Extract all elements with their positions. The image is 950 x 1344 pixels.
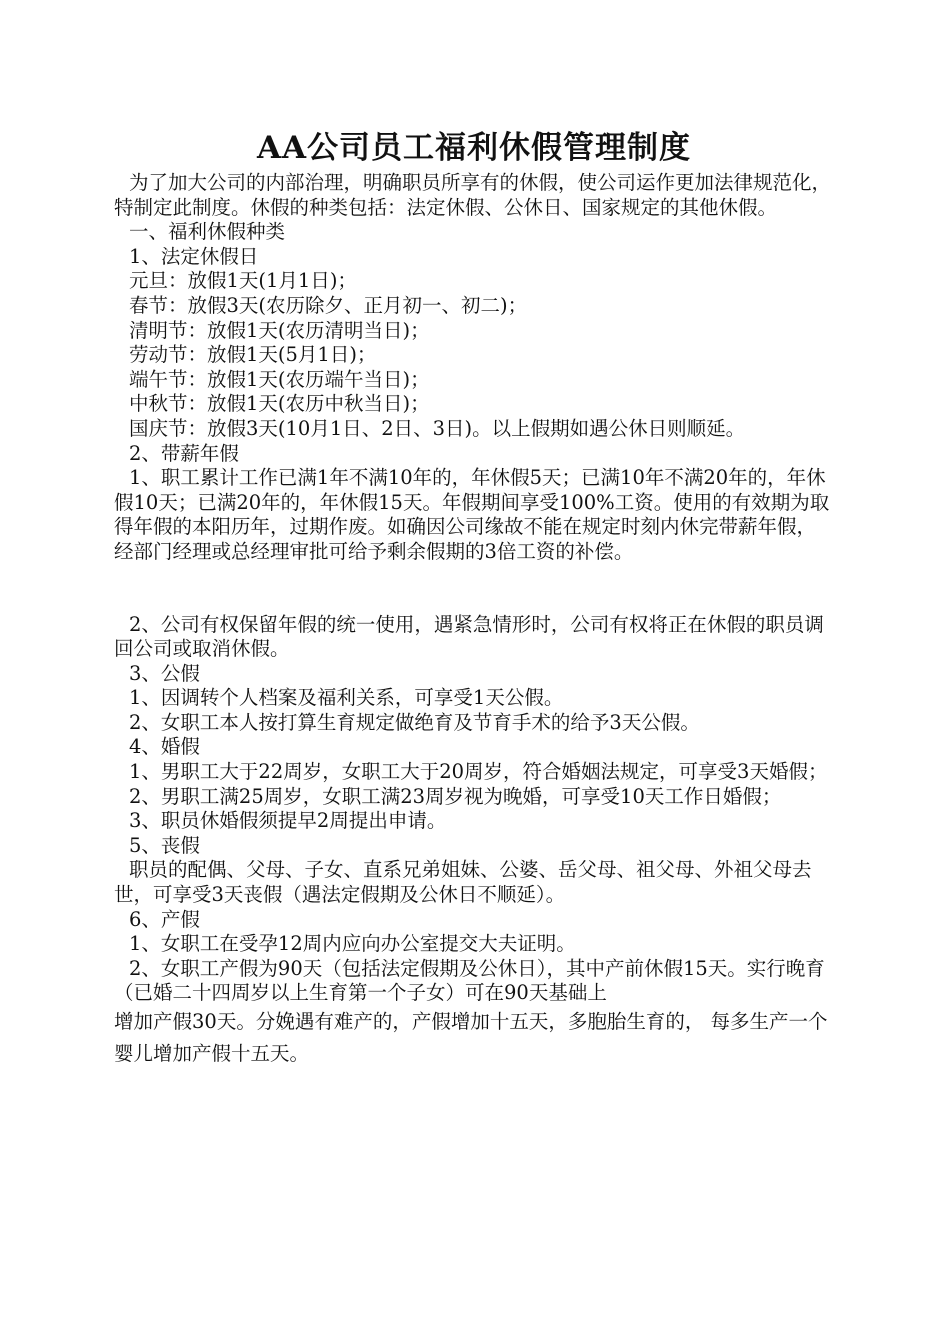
list-item: 春节：放假3天(农历除夕、正月初一、初二)；: [129, 293, 528, 317]
list-item: 国庆节：放假3天(10月1日、2日、3日)。以上假期如遇公休日则顺延。: [129, 416, 746, 440]
list-item: 2、男职工满25周岁，女职工满23周岁视为晚婚，可享受10天工作日婚假；: [129, 784, 782, 808]
list-item: 2、女职工本人按打算生育规定做绝育及节育手术的给予3天公假。: [129, 710, 700, 734]
subsection-heading-bereavement: 5、丧假: [129, 833, 200, 857]
subsection-heading-public: 3、公假: [129, 661, 200, 685]
list-item: 1、女职工在受孕12周内应向办公室提交大夫证明。: [129, 932, 576, 956]
intro-paragraph: 为了加大公司的内部治理，明确职员所享有的休假，使公司运作更加法律规范化，特制定此制度。休假的种类包括：法定休假、公休日、国家规定的其他休假。: [114, 171, 832, 219]
subsection-heading-maternity: 6、产假: [129, 907, 200, 931]
list-item: 劳动节：放假1天(5月1日)；: [129, 343, 377, 367]
document-title: AA公司员工福利休假管理制度: [256, 130, 692, 166]
subsection-heading-marriage: 4、婚假: [129, 735, 200, 759]
list-item: 1、职工累计工作已满1年不满10年的，年休假5天；已满10年不满20年的，年休假10天；已满20年的，年休假15天。年假期间享受100%工资。使用的有效期为取得年假的本阳历年，过期作废。如确因公司缘故不能在规定时刻内休完带薪年假，经部门经理或总经理审批可给予剩余假期的3倍工资的补偿。: [114, 466, 830, 563]
list-item: 1、男职工大于22周岁，女职工大于20周岁，符合婚姻法规定，可享受3天婚假；: [129, 760, 828, 784]
section-heading: 一、福利休假种类: [129, 220, 286, 244]
list-item: 元旦：放假1天(1月1日)；: [129, 269, 357, 293]
list-item: 2、公司有权保留年假的统一使用，遇紧急情形时，公司有权将正在休假的职员调回公司或取消休假。: [114, 612, 824, 661]
document-page: [114, 128, 834, 1070]
list-item: 2、女职工产假为90天（包括法定假期及公休日），其中产前休假15天。实行晚育（已婚二十四周岁以上生育第一个子女）可在90天基础上: [114, 956, 825, 1005]
paragraph: 职员的配偶、父母、子女、直系兄弟姐妹、公婆、岳父母、祖父母、外祖父母去世，可享受3天丧假（遇法定假期及公休日不顺延）。: [114, 858, 812, 907]
list-item: 3、职员休婚假须提早2周提出申请。: [129, 809, 447, 833]
subsection-heading-statutory: 1、法定休假日: [129, 244, 259, 268]
list-item: 中秋节：放假1天(农历中秋当日)；: [129, 392, 430, 416]
list-item: 清明节：放假1天(农历清明当日)；: [129, 318, 430, 342]
subsection-heading-annual: 2、带薪年假: [129, 441, 239, 465]
list-item-continued: 增加产假30天。分娩遇有难产的，产假增加十五天，多胞胎生育的， 每多生产一个婴儿增加产假十五天。: [114, 1010, 828, 1065]
list-item: 1、因调转个人档案及福利关系，可享受1天公假。: [129, 686, 564, 710]
blank-gap: [114, 565, 834, 613]
list-item: 端午节：放假1天(农历端午当日)；: [129, 367, 430, 391]
